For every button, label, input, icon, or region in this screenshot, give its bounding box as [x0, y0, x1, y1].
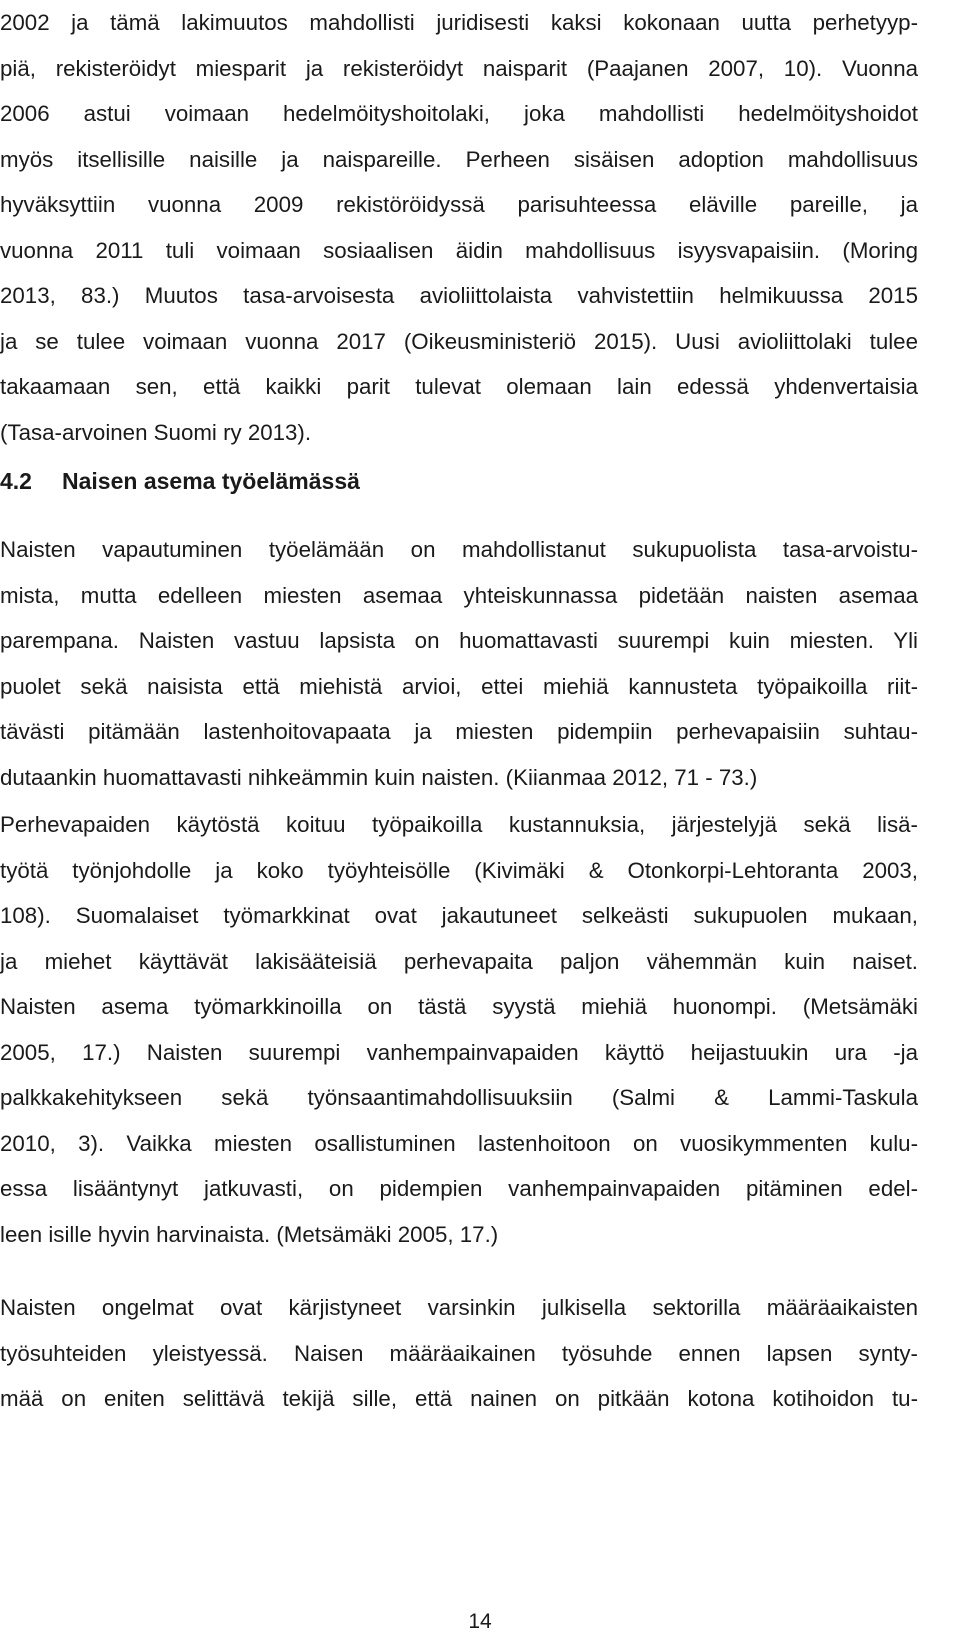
text-line: palkkakehitykseen sekä työnsaantimahdollisuuksiin (Salmi & Lammi-Taskula: [0, 1085, 918, 1110]
text-line: ja se tulee voimaan vuonna 2017 (Oikeusministeriö 2015). Uusi avioliittolaki tulee: [0, 328, 918, 354]
text-line: mää on eniten selittävä tekijä sille, että nainen on pitkään kotona kotihoidon tu-: [0, 1386, 918, 1411]
text-line: piä, rekisteröidyt miesparit ja rekisteröidyt naisparit (Paajanen 2007, 10). Vuonna: [0, 55, 918, 81]
text-line: takaamaan sen, että kaikki parit tulevat olemaan lain edessä yhdenvertaisia: [0, 374, 918, 399]
text-line: 2006 astui voimaan hedelmöityshoitolaki, joka mahdollisti hedelmöityshoidot: [0, 101, 918, 126]
text-line: 108). Suomalaiset työmarkkinat ovat jakautuneet selkeästi sukupuolen mukaan,: [0, 903, 918, 928]
text-line: hyväksyttiin vuonna 2009 rekistöröidyssä parisuhteessa eläville pareille, ja: [0, 192, 918, 217]
text-line: Perhevapaiden käytöstä koituu työpaikoilla kustannuksia, järjestelyjä sekä lisä-: [0, 812, 918, 837]
paragraph-legislation: [0, 0, 960, 455]
text-line: vuonna 2011 tuli voimaan sosiaalisen äidin mahdollisuus isyysvapaisiin. (Moring: [0, 237, 918, 263]
text-line: myös itsellisille naisille ja naispareille. Perheen sisäisen adoption mahdollisuus: [0, 146, 918, 172]
text-line: 2010, 3). Vaikka miesten osallistuminen lastenhoitoon on vuosikymmenten kulu-: [0, 1130, 918, 1156]
text-line: tävästi pitämään lastenhoitovapaata ja miesten pidempiin perhevapaisiin suhtau-: [0, 719, 918, 744]
text-line: dutaankin huomattavasti nihkeämmin kuin naisten. (Kiianmaa 2012, 71 - 73.): [0, 764, 758, 790]
paragraph-work-life: [0, 527, 960, 800]
text-line: puolet sekä naisista että miehistä arvioi, ettei miehiä kannusteta työpaikoilla riit-: [0, 673, 918, 699]
text-line: leen isille hyvin harvinaista. (Metsämäki 2005, 17.): [0, 1221, 499, 1247]
section-title: Naisen asema työelämässä: [62, 468, 360, 494]
paragraph-fixed-term: [0, 1285, 960, 1422]
text-line: essa lisääntynyt jatkuvasti, on pidempien vanhempainvapaiden pitäminen edel-: [0, 1176, 918, 1201]
text-line: 2013, 83.) Muutos tasa-arvoisesta avioliittolaista vahvistettiin helmikuussa 2015: [0, 283, 918, 308]
text-line: Naisten asema työmarkkinoilla on tästä syystä miehiä huonompi. (Metsämäki: [0, 994, 918, 1019]
text-line: 2005, 17.) Naisten suurempi vanhempainvapaiden käyttö heijastuukin ura -ja: [0, 1039, 918, 1065]
section-number: 4.2: [0, 468, 32, 494]
text-line: työsuhteiden yleistyessä. Naisen määräaikainen työsuhde ennen lapsen synty-: [0, 1340, 918, 1366]
text-line: ja miehet käyttävät lakisääteisiä perhevapaita paljon vähemmän kuin naiset.: [0, 948, 918, 974]
paragraph-family-leave: [0, 802, 960, 1257]
text-line: parempana. Naisten vastuu lapsista on huomattavasti suurempi kuin miesten. Yli: [0, 628, 918, 653]
text-line: mista, mutta edelleen miesten asemaa yhteiskunnassa pidetään naisten asemaa: [0, 582, 918, 608]
text-line: työtä työnjohdolle ja koko työyhteisölle (Kivimäki & Otonkorpi-Lehtoranta 2003,: [0, 857, 918, 883]
text-line: Naisten ongelmat ovat kärjistyneet varsinkin julkisella sektorilla määräaikaisten: [0, 1295, 918, 1320]
page-number: 14: [468, 1610, 492, 1633]
text-line: (Tasa-arvoinen Suomi ry 2013).: [0, 419, 312, 445]
section-heading: [0, 458, 360, 504]
text-line: Naisten vapautuminen työelämään on mahdollistanut sukupuolista tasa-arvoistu-: [0, 537, 918, 562]
text-line: 2002 ja tämä lakimuutos mahdollisti juridisesti kaksi kokonaan uutta perhetyyp-: [0, 10, 918, 35]
